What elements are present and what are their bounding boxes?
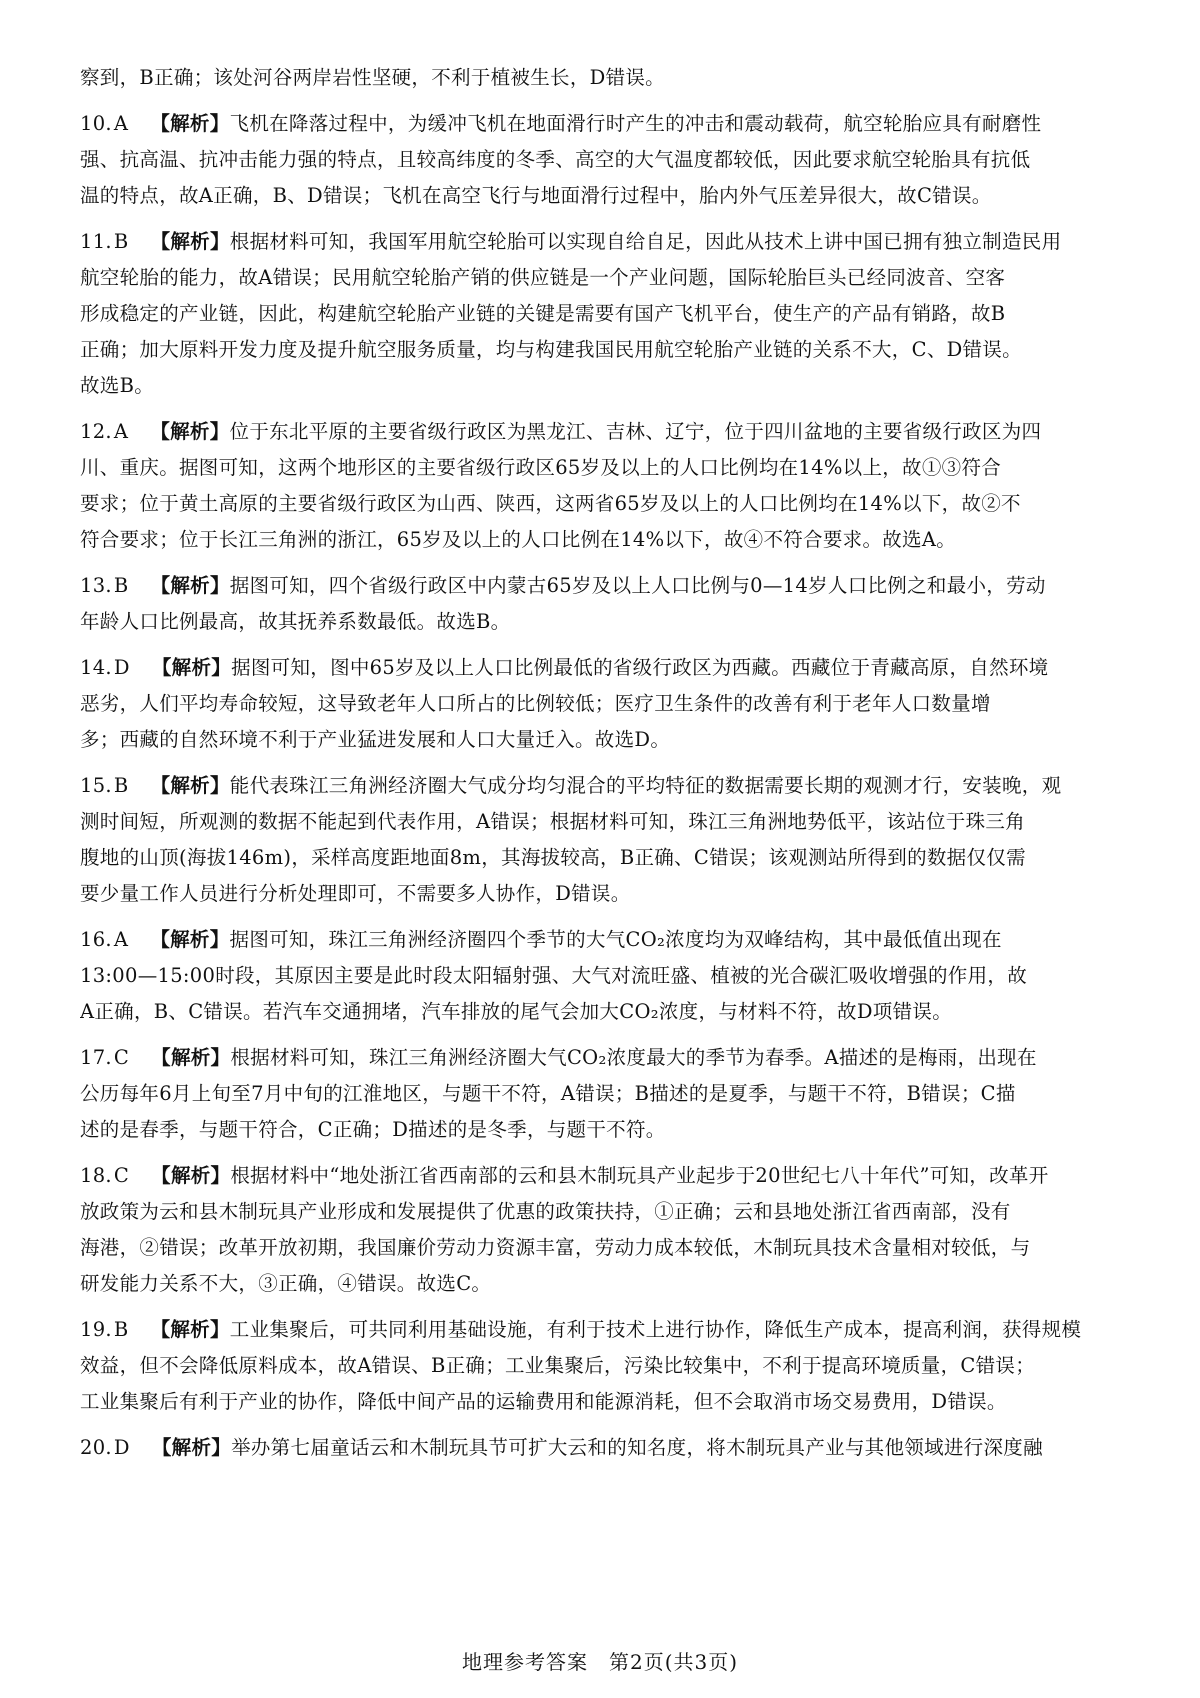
question-number: 14. xyxy=(80,656,112,679)
analysis-tag: 【解析】 xyxy=(150,112,230,135)
answer-item xyxy=(80,228,1140,408)
analysis-text: 形成稳定的产业链，因此，构建航空轮胎产业链的关键是需要有国产飞机平台，使生产的产品有销路，故B xyxy=(80,302,1006,325)
question-number: 13. xyxy=(80,574,112,597)
answer-first-line xyxy=(80,1044,1140,1080)
analysis-text: 故选B。 xyxy=(80,374,155,397)
analysis-text: 效益，但不会降低原料成本，故A错误、B正确；工业集聚后，污染比较集中，不利于提高环境质量，C错误； xyxy=(80,1354,1036,1377)
answer-item xyxy=(80,1044,1140,1152)
answer-item xyxy=(80,110,1140,218)
question-number: 20. xyxy=(80,1436,112,1459)
analysis-text: 根据材料中“地处浙江省西南部的云和县木制玩具产业起步于20世纪七八十年代”可知，改革开 xyxy=(230,1164,1049,1187)
answer-letter: C xyxy=(113,1164,130,1187)
answer-line xyxy=(80,962,1140,998)
answer-line xyxy=(80,454,1140,490)
analysis-tag: 【解析】 xyxy=(150,574,230,597)
analysis-tag: 【解析】 xyxy=(150,230,230,253)
answer-letter: B xyxy=(113,574,129,597)
analysis-text: 年龄人口比例最高，故其抚养系数最低。故选B。 xyxy=(80,610,511,633)
answer-first-line xyxy=(80,1162,1140,1198)
analysis-text: 工业集聚后有利于产业的协作，降低中间产品的运输费用和能源消耗，但不会取消市场交易费用，D错误。 xyxy=(80,1390,1007,1413)
answer-line xyxy=(80,1388,1140,1424)
answer-line xyxy=(80,372,1140,408)
analysis-tag: 【解析】 xyxy=(151,1164,231,1187)
answer-line xyxy=(80,1116,1140,1152)
answer-letter: D xyxy=(113,656,130,679)
answer-line xyxy=(80,998,1140,1034)
analysis-text: 放政策为云和县木制玩具产业形成和发展提供了优惠的政策扶持，①正确；云和县地处浙江省西南部，没有 xyxy=(80,1200,1011,1223)
answer-content xyxy=(80,64,1140,1480)
answer-first-line xyxy=(80,1434,1140,1470)
analysis-text: 腹地的山顶(海拔146m)，采样高度距地面8m，其海拔较高，B正确、C错误；该观测站所得到的数据仅仅需 xyxy=(80,846,1026,869)
answer-first-line xyxy=(80,110,1140,146)
answer-line xyxy=(80,264,1140,300)
analysis-tag: 【解析】 xyxy=(150,928,230,951)
analysis-text: 测时间短，所观测的数据不能起到代表作用，A错误；根据材料可知，珠江三角洲地势低平，该站位于珠三角 xyxy=(80,810,1025,833)
answer-item xyxy=(80,926,1140,1034)
analysis-text: 要少量工作人员进行分析处理即可，不需要多人协作，D错误。 xyxy=(80,882,631,905)
question-number: 16. xyxy=(80,928,112,951)
analysis-tag: 【解析】 xyxy=(150,420,230,443)
analysis-text: 根据材料可知，我国军用航空轮胎可以实现自给自足，因此从技术上讲中国已拥有独立制造民用 xyxy=(229,230,1062,253)
answer-item xyxy=(80,1162,1140,1306)
answer-first-line xyxy=(80,772,1140,808)
question-number: 11. xyxy=(80,230,112,253)
answer-line xyxy=(80,526,1140,562)
answer-line xyxy=(80,182,1140,218)
answer-line xyxy=(80,1080,1140,1116)
answer-letter: A xyxy=(113,112,129,135)
analysis-text: 多；西藏的自然环境不利于产业猛进发展和人口大量迁入。故选D。 xyxy=(80,728,671,751)
analysis-text: 符合要求；位于长江三角洲的浙江，65岁及以上的人口比例在14%以下，故④不符合要求。故选A。 xyxy=(80,528,957,551)
answer-line xyxy=(80,726,1140,762)
answer-line xyxy=(80,1198,1140,1234)
answer-first-line xyxy=(80,418,1140,454)
analysis-text: 根据材料可知，珠江三角洲经济圈大气CO₂浓度最大的季节为春季。A描述的是梅雨，出现在 xyxy=(230,1046,1037,1069)
answer-first-line xyxy=(80,654,1140,690)
analysis-tag: 【解析】 xyxy=(151,1046,231,1069)
analysis-text: A正确，B、C错误。若汽车交通拥堵，汽车排放的尾气会加大CO₂浓度，与材料不符，故D项错误。 xyxy=(80,1000,952,1023)
answer-line xyxy=(80,690,1140,726)
analysis-text: 要求；位于黄土高原的主要省级行政区为山西、陕西，这两省65岁及以上的人口比例均在14%以下，故②不 xyxy=(80,492,1021,515)
analysis-tag: 【解析】 xyxy=(150,1318,230,1341)
question-number: 15. xyxy=(80,774,112,797)
answer-line xyxy=(80,808,1140,844)
answer-letter: D xyxy=(113,1436,130,1459)
answer-item xyxy=(80,418,1140,562)
answer-first-line xyxy=(80,926,1140,962)
answer-first-line xyxy=(80,1316,1140,1352)
analysis-text: 据图可知，图中65岁及以上人口比例最低的省级行政区为西藏。西藏位于青藏高原，自然环境 xyxy=(231,656,1049,679)
answer-letter: C xyxy=(113,1046,130,1069)
analysis-text: 温的特点，故A正确，B、D错误；飞机在高空飞行与地面滑行过程中，胎内外气压差异很大，故C错误。 xyxy=(80,184,992,207)
answer-line xyxy=(80,1352,1140,1388)
answer-letter: B xyxy=(113,774,129,797)
answer-line xyxy=(80,1270,1140,1306)
analysis-tag: 【解析】 xyxy=(150,774,230,797)
answer-item xyxy=(80,1434,1140,1470)
answer-letter: A xyxy=(113,420,129,443)
analysis-text: 据图可知，珠江三角洲经济圈四个季节的大气CO₂浓度均为双峰结构，其中最低值出现在 xyxy=(229,928,1002,951)
analysis-text: 研发能力关系不大，③正确，④错误。故选C。 xyxy=(80,1272,492,1295)
answer-first-line xyxy=(80,572,1140,608)
answer-line xyxy=(80,1234,1140,1270)
answer-line xyxy=(80,844,1140,880)
analysis-text: 位于东北平原的主要省级行政区为黑龙江、吉林、辽宁，位于四川盆地的主要省级行政区为四 xyxy=(229,420,1042,443)
analysis-text: 恶劣，人们平均寿命较短，这导致老年人口所占的比例较低；医疗卫生条件的改善有利于老年人口数量增 xyxy=(80,692,991,715)
answer-line xyxy=(80,336,1140,372)
answer-item xyxy=(80,654,1140,762)
analysis-text: 强、抗高温、抗冲击能力强的特点，且较高纬度的冬季、高空的大气温度都较低，因此要求航空轮胎具有抗低 xyxy=(80,148,1031,171)
analysis-text: 公历每年6月上旬至7月中旬的江淮地区，与题干不符，A错误；B描述的是夏季，与题干不符，B错误；C描 xyxy=(80,1082,1016,1105)
answer-item xyxy=(80,572,1140,644)
question-number: 17. xyxy=(80,1046,112,1069)
analysis-text: 述的是春季，与题干符合，C正确；D描述的是冬季，与题干不符。 xyxy=(80,1118,666,1141)
analysis-text: 举办第七届童话云和木制玩具节可扩大云和的知名度，将木制玩具产业与其他领域进行深度融 xyxy=(231,1436,1043,1459)
question-number: 10. xyxy=(80,112,112,135)
analysis-text: 川、重庆。据图可知，这两个地形区的主要省级行政区65岁及以上的人口比例均在14%以上，故①③符合 xyxy=(80,456,1002,479)
answer-line xyxy=(80,880,1140,916)
answer-line xyxy=(80,146,1140,182)
answer-letter: A xyxy=(113,928,129,951)
analysis-text: 海港，②错误；改革开放初期，我国廉价劳动力资源丰富，劳动力成本较低，木制玩具技术含量相对较低，与 xyxy=(80,1236,1031,1259)
analysis-text: 正确；加大原料开发力度及提升航空服务质量，均与构建我国民用航空轮胎产业链的关系不大，C、D错误。 xyxy=(80,338,1022,361)
question-number: 18. xyxy=(80,1164,112,1187)
answer-item xyxy=(80,772,1140,916)
analysis-text: 工业集聚后，可共同利用基础设施，有利于技术上进行协作，降低生产成本，提高利润，获得规模 xyxy=(229,1318,1082,1341)
answer-letter: B xyxy=(113,230,129,253)
page-footer: 地理参考答案 第2页(共3页) xyxy=(461,1650,739,1674)
analysis-text: 飞机在降落过程中，为缓冲飞机在地面滑行时产生的冲击和震动载荷，航空轮胎应具有耐磨性 xyxy=(229,112,1042,135)
answer-line xyxy=(80,490,1140,526)
answer-line xyxy=(80,608,1140,644)
answer-line xyxy=(80,300,1140,336)
analysis-text: 航空轮胎的能力，故A错误；民用航空轮胎产销的供应链是一个产业问题，国际轮胎巨头已经同波音、空客 xyxy=(80,266,1006,289)
analysis-tag: 【解析】 xyxy=(151,1436,232,1459)
answer-item xyxy=(80,1316,1140,1424)
answer-letter: B xyxy=(113,1318,129,1341)
analysis-tag: 【解析】 xyxy=(151,656,232,679)
continued-line: 察到，B正确；该处河谷两岸岩性坚硬，不利于植被生长，D错误。 xyxy=(80,66,665,89)
analysis-text: 13:00—15:00时段，其原因主要是此时段太阳辐射强、大气对流旺盛、植被的光合碳汇吸收增强的作用，故 xyxy=(80,964,1027,987)
answer-first-line xyxy=(80,228,1140,264)
question-number: 19. xyxy=(80,1318,112,1341)
analysis-text: 能代表珠江三角洲经济圈大气成分均匀混合的平均特征的数据需要长期的观测才行，安装晚，观 xyxy=(229,774,1062,797)
analysis-text: 据图可知，四个省级行政区中内蒙古65岁及以上人口比例与0—14岁人口比例之和最小，劳动 xyxy=(229,574,1046,597)
question-number: 12. xyxy=(80,420,112,443)
